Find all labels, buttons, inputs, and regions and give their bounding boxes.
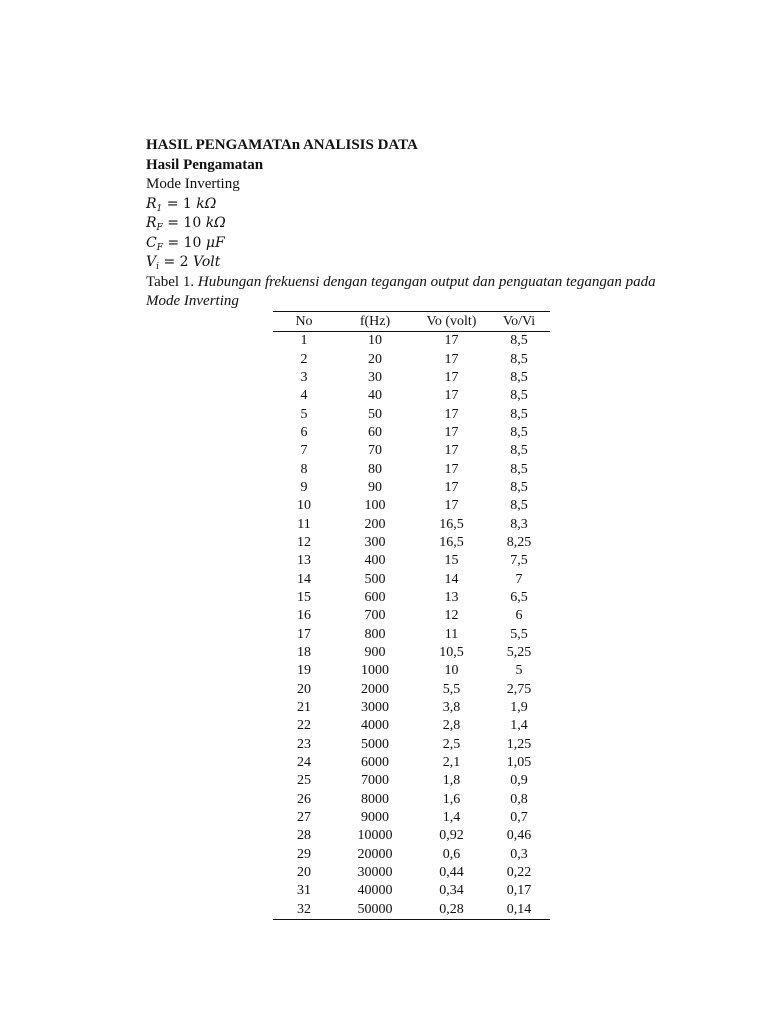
table-row	[273, 791, 550, 809]
cell-no: 32	[297, 901, 311, 917]
table-row	[273, 901, 550, 920]
table-row	[273, 626, 550, 644]
cell-frequency: 100	[364, 498, 386, 514]
cell-vo: 2,8	[442, 718, 461, 734]
cell-vo: 10	[444, 663, 459, 679]
cell-vo: 14	[444, 571, 459, 587]
cell-vo: 17	[444, 369, 459, 385]
cell-gain: 7	[515, 571, 523, 587]
cell-gain: 2,75	[506, 681, 532, 697]
parameter-unit: μF	[205, 234, 225, 251]
cell-frequency: 30000	[357, 865, 393, 881]
parameter-list	[146, 195, 706, 273]
cell-no: 17	[297, 626, 311, 642]
cell-vo: 17	[444, 333, 459, 349]
cell-gain: 8,3	[510, 516, 528, 532]
cell-no: 31	[297, 883, 311, 899]
cell-vo: 13	[444, 589, 459, 605]
parameter-value: = 2	[159, 254, 194, 270]
table-row	[273, 772, 550, 790]
cell-vo: 0,34	[439, 883, 464, 899]
parameter-unit: kΩ	[205, 215, 226, 231]
cell-frequency: 80	[368, 461, 382, 477]
table-row	[273, 570, 550, 588]
cell-frequency: 60	[368, 424, 382, 440]
table-row	[273, 717, 550, 735]
table-row	[273, 350, 550, 368]
table-row	[273, 405, 550, 423]
cell-vo: 17	[444, 388, 459, 404]
parameter-subscript: 1	[156, 203, 163, 214]
cell-gain: 8,5	[510, 351, 528, 367]
parameter-line	[146, 214, 706, 234]
cell-vo: 17	[444, 498, 459, 514]
cell-gain: 0,14	[506, 901, 532, 917]
table-row	[273, 827, 550, 845]
cell-gain: 0,8	[510, 791, 528, 807]
cell-gain: 1,05	[506, 755, 532, 771]
cell-gain: 0,7	[510, 810, 528, 826]
cell-vo: 17	[444, 424, 459, 440]
cell-gain: 8,5	[510, 424, 528, 440]
cell-frequency: 300	[364, 534, 386, 550]
cell-gain: 7,5	[510, 553, 528, 569]
cell-vo: 17	[444, 351, 459, 367]
table-row	[273, 479, 550, 497]
section-subheading: Hasil Pengamatan	[146, 156, 264, 173]
caption-prefix: Tabel 1.	[146, 273, 198, 290]
cell-vo: 16,5	[439, 516, 464, 532]
cell-frequency: 600	[364, 589, 386, 605]
table-row	[273, 882, 550, 900]
parameter-line	[146, 234, 706, 254]
parameter-symbol: R	[146, 195, 157, 212]
table-row	[273, 736, 550, 754]
cell-no: 13	[297, 553, 311, 569]
cell-no: 2	[300, 351, 308, 367]
cell-gain: 0,17	[506, 883, 532, 899]
parameter-value: = 1	[162, 195, 197, 212]
table-row	[273, 754, 550, 772]
cell-frequency: 6000	[361, 755, 389, 771]
caption-title: Hubungan frekuensi dengan tegangan output dan penguatan tegangan pada	[197, 273, 656, 290]
cell-frequency: 400	[364, 553, 386, 569]
table-row	[273, 332, 550, 351]
table-row	[273, 809, 550, 827]
cell-vo: 0,6	[442, 846, 461, 862]
table-row	[273, 644, 550, 662]
cell-no: 3	[300, 369, 308, 385]
cell-gain: 8,5	[510, 406, 528, 422]
table-body	[273, 332, 550, 920]
text-block	[146, 136, 706, 312]
parameter-subscript: i	[156, 262, 160, 272]
cell-no: 8	[300, 461, 308, 477]
cell-no: 21	[297, 700, 311, 716]
cell-no: 20	[297, 681, 311, 697]
cell-no: 16	[297, 608, 311, 624]
cell-vo: 17	[444, 461, 459, 477]
table-row	[273, 589, 550, 607]
cell-no: 4	[300, 388, 308, 404]
table-row	[273, 552, 550, 570]
cell-no: 11	[297, 516, 311, 532]
cell-no: 26	[297, 791, 311, 807]
cell-gain: 8,5	[510, 333, 528, 349]
table-caption-line-1	[146, 273, 706, 293]
cell-frequency: 90	[368, 479, 382, 495]
cell-gain: 8,5	[510, 369, 528, 385]
cell-vo: 16,5	[439, 534, 464, 550]
cell-frequency: 4000	[361, 718, 389, 734]
cell-frequency: 7000	[361, 773, 389, 789]
cell-gain: 1,25	[506, 736, 532, 752]
cell-gain: 8,5	[510, 443, 528, 459]
cell-frequency: 10000	[357, 828, 393, 844]
parameter-symbol: R	[146, 215, 157, 231]
cell-frequency: 700	[364, 608, 386, 624]
cell-no: 6	[300, 424, 308, 440]
cell-gain: 5,5	[510, 626, 528, 642]
parameter-line	[146, 195, 706, 215]
table-row	[273, 534, 550, 552]
table-row	[273, 846, 550, 864]
table-row	[273, 607, 550, 625]
table-row	[273, 460, 550, 478]
cell-vo: 1,8	[442, 773, 461, 789]
cell-no: 9	[300, 479, 308, 495]
table-row	[273, 662, 550, 680]
cell-vo: 3,8	[442, 700, 461, 716]
cell-gain: 5	[515, 663, 523, 679]
cell-no: 5	[300, 406, 308, 422]
cell-gain: 0,3	[510, 846, 528, 862]
parameter-line	[146, 253, 706, 273]
parameter-unit: Volt	[193, 254, 221, 270]
cell-frequency: 8000	[361, 791, 389, 807]
cell-vo: 1,6	[442, 791, 461, 807]
cell-gain: 8,5	[510, 388, 528, 404]
cell-vo: 2,5	[442, 736, 461, 752]
cell-frequency: 1000	[361, 663, 389, 679]
cell-frequency: 800	[364, 626, 386, 642]
table-row	[273, 424, 550, 442]
cell-vo: 17	[444, 479, 459, 495]
cell-gain: 8,5	[510, 498, 528, 514]
table-row	[273, 515, 550, 533]
cell-no: 19	[297, 663, 311, 679]
cell-gain: 6	[515, 608, 523, 624]
cell-frequency: 50000	[357, 901, 393, 917]
table-row	[273, 369, 550, 387]
cell-gain: 1,4	[510, 718, 528, 734]
cell-vo: 0,44	[439, 865, 464, 881]
cell-vo: 2,1	[442, 755, 461, 771]
table-row	[273, 497, 550, 515]
cell-gain: 6,5	[510, 589, 528, 605]
header-no: No	[295, 313, 313, 329]
parameter-symbol: V	[146, 254, 157, 270]
cell-vo: 5,5	[442, 681, 461, 697]
header-gain: Vo/Vi	[502, 313, 536, 329]
cell-frequency: 3000	[361, 700, 389, 716]
cell-frequency: 30	[368, 369, 382, 385]
table-row	[273, 681, 550, 699]
cell-gain: 0,22	[506, 865, 532, 881]
cell-frequency: 20	[368, 351, 382, 367]
cell-no: 29	[297, 846, 311, 862]
cell-frequency: 70	[368, 443, 382, 459]
table-row	[273, 699, 550, 717]
parameter-subscript: F	[156, 223, 163, 233]
cell-vo: 12	[444, 608, 459, 624]
cell-frequency: 50	[368, 406, 382, 422]
cell-no: 20	[297, 865, 311, 881]
cell-no: 27	[297, 810, 311, 826]
cell-gain: 0,46	[506, 828, 532, 844]
cell-no: 7	[300, 443, 308, 459]
cell-frequency: 9000	[361, 810, 389, 826]
results-table	[273, 311, 550, 920]
mode-label: Mode Inverting	[146, 176, 240, 192]
cell-vo: 11	[444, 626, 459, 642]
cell-no: 15	[297, 589, 311, 605]
table-row	[273, 387, 550, 405]
cell-no: 24	[297, 755, 311, 771]
parameter-value: = 10	[162, 234, 206, 251]
cell-frequency: 2000	[361, 681, 389, 697]
table-header-row	[273, 312, 550, 332]
table-row	[273, 442, 550, 460]
document-heading: HASIL PENGAMATAn ANALISIS DATA	[146, 137, 418, 153]
cell-vo: 0,92	[439, 828, 464, 844]
table-row	[273, 864, 550, 882]
cell-vo: 1,4	[442, 810, 461, 826]
cell-gain: 0,9	[510, 773, 528, 789]
cell-frequency: 20000	[357, 846, 393, 862]
cell-frequency: 5000	[361, 736, 389, 752]
cell-no: 1	[300, 333, 308, 349]
cell-no: 22	[297, 718, 311, 734]
cell-frequency: 200	[364, 516, 386, 532]
parameter-subscript: F	[156, 242, 163, 253]
cell-no: 23	[297, 736, 311, 752]
cell-vo: 15	[444, 553, 459, 569]
header-vo: Vo (volt)	[426, 313, 477, 329]
cell-vo: 17	[444, 443, 459, 459]
cell-no: 18	[297, 645, 311, 661]
cell-frequency: 900	[364, 645, 386, 661]
cell-frequency: 40	[368, 388, 382, 404]
cell-frequency: 500	[364, 571, 386, 587]
cell-no: 28	[297, 828, 311, 844]
cell-gain: 8,5	[510, 479, 528, 495]
parameter-symbol: C	[146, 234, 157, 251]
results-table-wrapper	[273, 311, 550, 920]
cell-gain: 5,25	[506, 645, 532, 661]
cell-vo: 17	[444, 406, 459, 422]
cell-no: 10	[297, 498, 311, 514]
cell-no: 12	[297, 534, 311, 550]
header-frequency: f(Hz)	[359, 313, 391, 329]
parameter-unit: kΩ	[196, 195, 217, 212]
table-caption-line-2: Mode Inverting	[146, 293, 239, 309]
parameter-value: = 10	[162, 215, 206, 231]
cell-vo: 10,5	[439, 645, 464, 661]
cell-no: 25	[297, 773, 311, 789]
cell-gain: 1,9	[510, 700, 528, 716]
cell-gain: 8,25	[506, 534, 532, 550]
cell-frequency: 40000	[357, 883, 393, 899]
cell-frequency: 10	[368, 333, 382, 349]
cell-vo: 0,28	[439, 901, 464, 917]
cell-gain: 8,5	[510, 461, 528, 477]
cell-no: 14	[297, 571, 311, 587]
